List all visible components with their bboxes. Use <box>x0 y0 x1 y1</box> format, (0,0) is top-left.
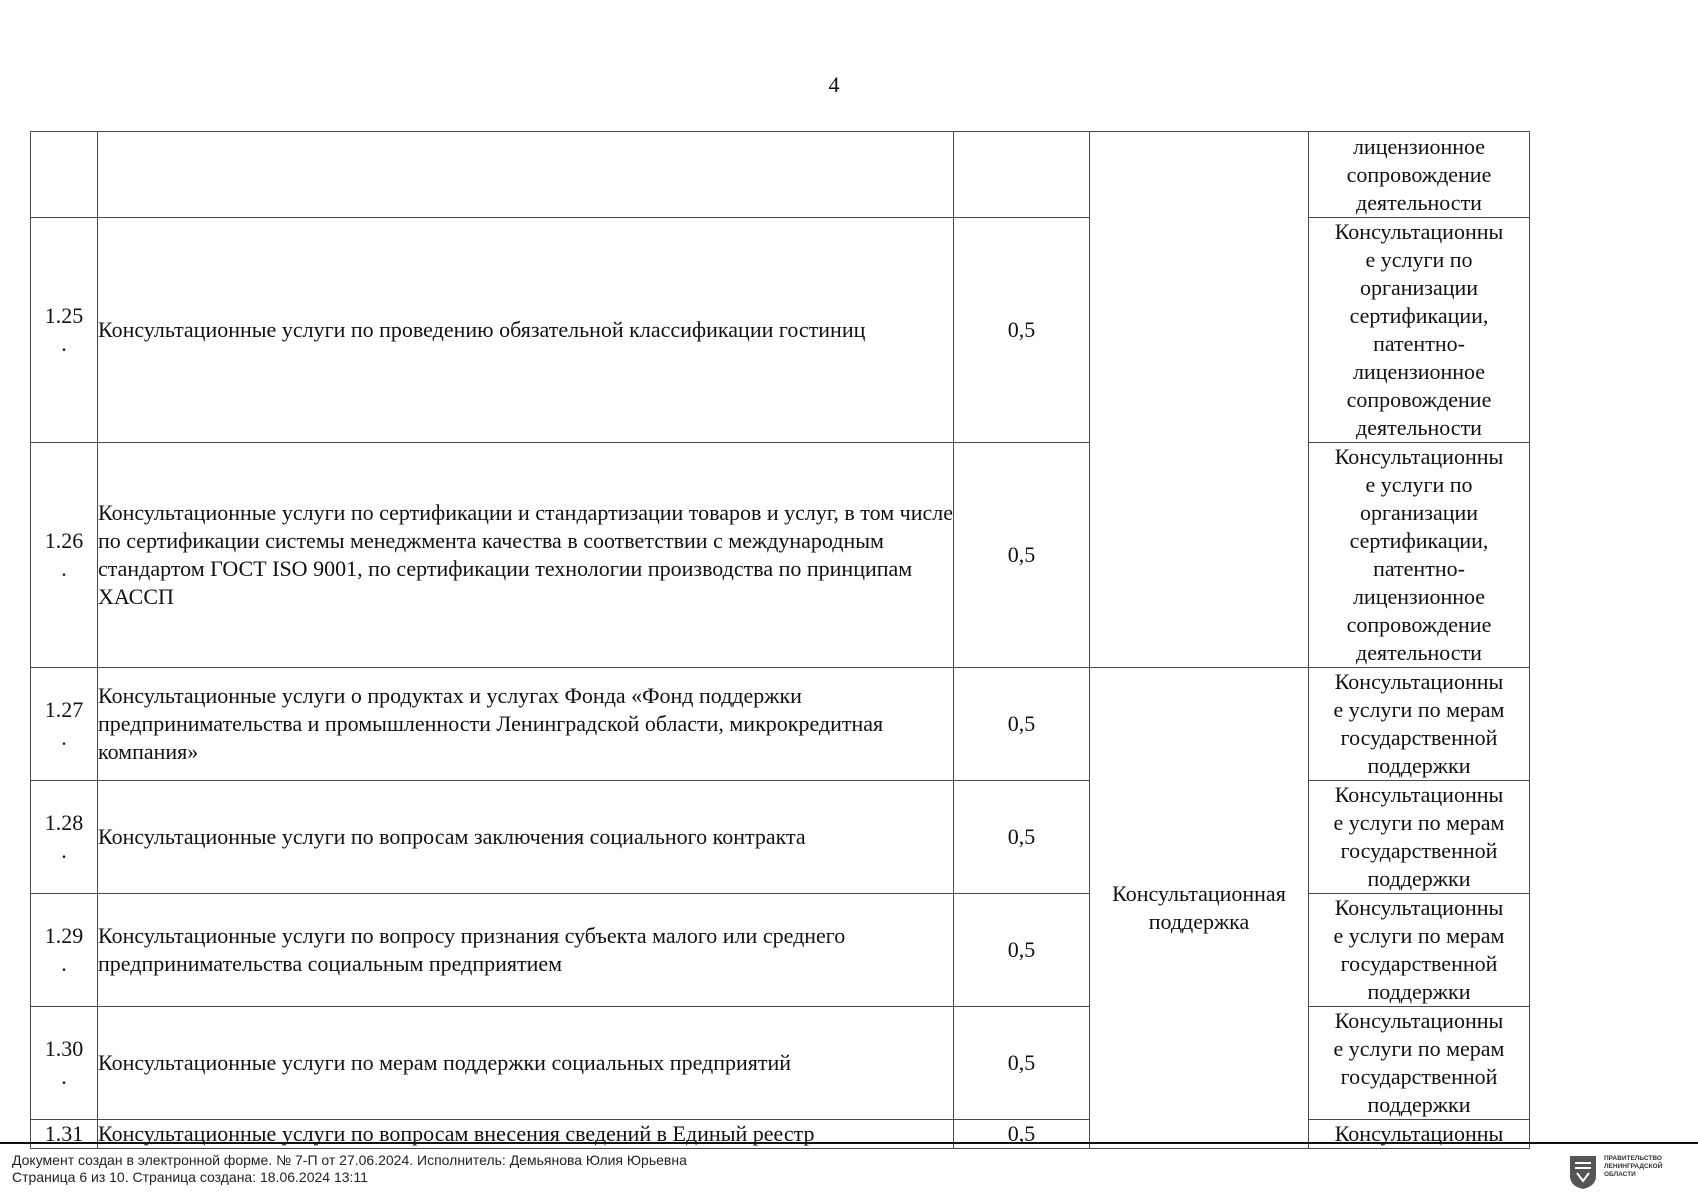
row-number: 1.25 . <box>31 218 98 443</box>
services-table <box>30 131 1530 1149</box>
row-value <box>954 132 1090 218</box>
category-line: патентно- <box>1373 556 1465 581</box>
table-row <box>31 668 1530 781</box>
row-number <box>31 132 98 218</box>
row-category <box>1309 668 1530 781</box>
row-category <box>1309 894 1530 1007</box>
footer-text <box>12 1152 687 1186</box>
category-line: е услуги по мерам <box>1333 1036 1505 1061</box>
row-number: 1.31 <box>31 1120 98 1149</box>
row-value: 0,5 <box>954 781 1090 894</box>
category-line: поддержки <box>1367 753 1471 778</box>
row-category <box>1309 443 1530 668</box>
category-line: организации <box>1359 275 1479 300</box>
category-line: сопровождение <box>1346 612 1492 637</box>
category-line: е услуги по мерам <box>1333 923 1505 948</box>
category-line: лицензионное <box>1352 584 1486 609</box>
category-line: государственной <box>1340 725 1498 750</box>
category-line: поддержки <box>1367 866 1471 891</box>
category-line: государственной <box>1340 838 1498 863</box>
category-line: лицензионное <box>1352 133 1486 159</box>
row-description: Консультационные услуги по проведению обязательной классификации гостиниц <box>98 218 954 443</box>
category-line: сертификации, <box>1349 303 1489 328</box>
footer-line-page: Страница 6 из 10. Страница создана: 18.06.2024 13:11 <box>12 1169 368 1185</box>
government-logo-text: ПРАВИТЕЛЬСТВО ЛЕНИНГРАДСКОЙ ОБЛАСТИ <box>1604 1155 1663 1178</box>
row-value: 0,5 <box>954 443 1090 668</box>
row-number: 1.30 . <box>31 1007 98 1120</box>
category-line: поддержки <box>1367 1092 1471 1117</box>
row-value: 0,5 <box>954 668 1090 781</box>
row-value: 0,5 <box>954 218 1090 443</box>
row-category <box>1309 1007 1530 1120</box>
group-cell-consulting-support: Консультационная поддержка <box>1090 668 1309 1149</box>
category-line: Консультационны <box>1334 895 1504 920</box>
category-line: государственной <box>1340 951 1498 976</box>
category-line: е услуги по мерам <box>1333 810 1505 835</box>
row-value: 0,5 <box>954 894 1090 1007</box>
category-line: Консультационны <box>1334 669 1504 694</box>
row-description: Консультационные услуги по сертификации и стандартизации товаров и услуг, в том числе по сертификации системы менеджмента качества в соответствии с международным стандартом ГОСТ ISO 9001, по сертификации технологии производства по принципам ХАССП <box>98 443 954 668</box>
row-number: 1.29 . <box>31 894 98 1007</box>
group-cell-upper <box>1090 132 1309 668</box>
table-row-continuation <box>31 132 1530 218</box>
row-description: Консультационные услуги по вопросам внесения сведений в Единый реестр <box>98 1120 954 1149</box>
category-line: е услуги по мерам <box>1333 697 1505 722</box>
row-category <box>1309 781 1530 894</box>
footer-line-document: Документ создан в электронной форме. № 7-П от 27.06.2024. Исполнитель: Демьянова Юлия Юрьевна <box>12 1152 687 1168</box>
row-number: 1.26 . <box>31 443 98 668</box>
category-line: Консультационны <box>1334 1121 1504 1146</box>
category-line: лицензионное <box>1352 359 1486 384</box>
row-description: Консультационные услуги по мерам поддержки социальных предприятий <box>98 1007 954 1120</box>
document-footer <box>0 1142 1698 1202</box>
row-category <box>1309 132 1530 218</box>
row-value: 0,5 <box>954 1007 1090 1120</box>
category-line: Консультационны <box>1334 782 1504 807</box>
category-line: сертификации, <box>1349 528 1489 553</box>
category-line: Консультационны <box>1334 444 1504 469</box>
category-line: организации <box>1359 500 1479 525</box>
government-emblem-icon <box>1568 1154 1598 1190</box>
category-line: деятельности <box>1356 640 1482 665</box>
row-description: Консультационные услуги о продуктах и услугах Фонда «Фонд поддержки предпринимательства и промышленности Ленинградской области, микрокредитная компания» <box>98 668 954 781</box>
row-description: Консультационные услуги по вопросу признания субъекта малого или среднего предпринимательства социальным предприятием <box>98 894 954 1007</box>
category-line: Консультационны <box>1334 219 1504 244</box>
category-line: Консультационны <box>1334 1008 1504 1033</box>
category-line: патентно- <box>1373 331 1465 356</box>
row-value: 0,5 <box>954 1120 1090 1149</box>
category-line: деятельности <box>1356 415 1482 440</box>
row-category <box>1309 218 1530 443</box>
row-number: 1.28 . <box>31 781 98 894</box>
row-description: Консультационные услуги по вопросам заключения социального контракта <box>98 781 954 894</box>
page-number: 4 <box>828 72 840 97</box>
category-line: государственной <box>1340 1064 1498 1089</box>
category-line: поддержки <box>1367 979 1471 1004</box>
category-line: сопровождение <box>1346 161 1492 187</box>
category-line: сопровождение <box>1346 387 1492 412</box>
row-number: 1.27 . <box>31 668 98 781</box>
category-line: е услуги по <box>1365 247 1473 272</box>
category-line: е услуги по <box>1365 472 1473 497</box>
row-description <box>98 132 954 218</box>
category-line: деятельности <box>1356 189 1482 215</box>
